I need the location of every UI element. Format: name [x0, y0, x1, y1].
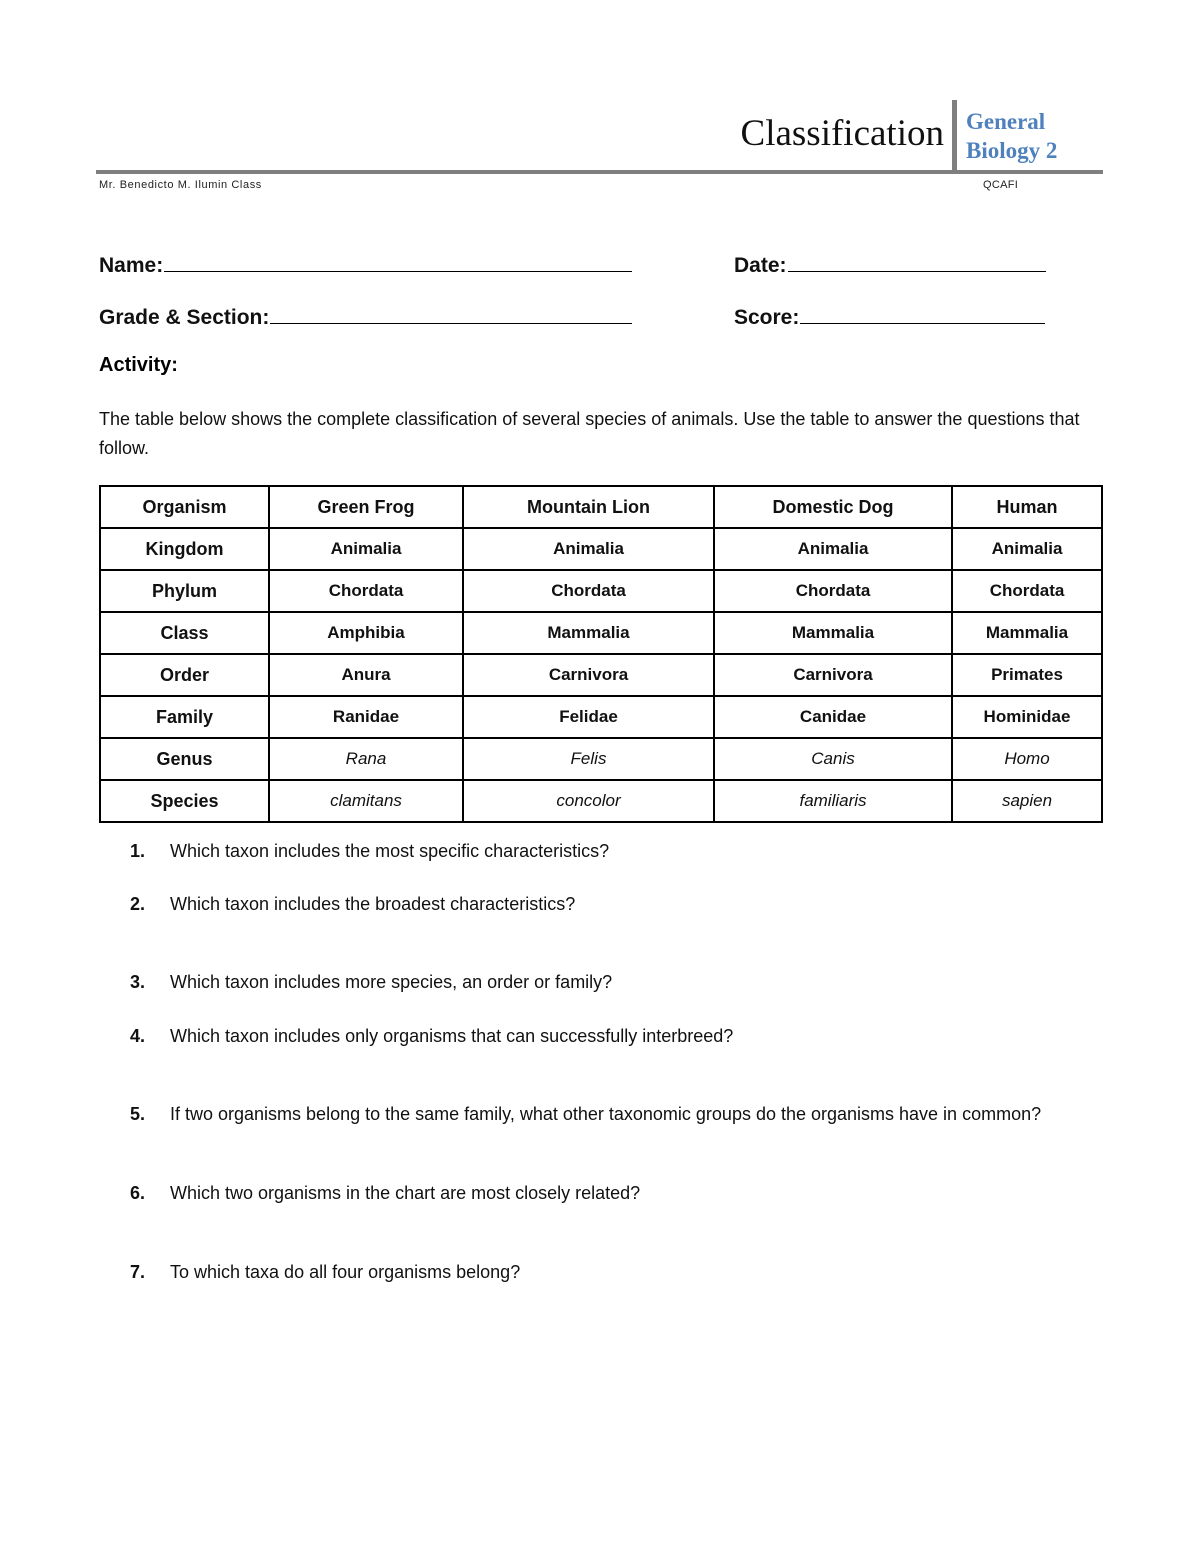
- school-code: QCAFI: [983, 179, 1019, 191]
- table-row: [100, 570, 1102, 612]
- table-header-cell: Green Frog: [269, 486, 463, 528]
- question-text: Which taxon includes only organisms that can successfully interbreed?: [170, 1026, 734, 1046]
- score-field[interactable]: [734, 301, 1045, 331]
- table-cell: sapien: [952, 780, 1102, 822]
- table-cell: Ranidae: [269, 696, 463, 738]
- question-text: If two organisms belong to the same family, what other taxonomic groups do the organisms have in common?: [170, 1104, 1042, 1124]
- name-blank[interactable]: [164, 249, 632, 272]
- table-row: [100, 654, 1102, 696]
- table-header-cell: Domestic Dog: [714, 486, 952, 528]
- table-cell: Animalia: [463, 528, 714, 570]
- subject-line-2: Biology 2: [966, 138, 1058, 163]
- activity-heading: Activity:: [99, 354, 178, 376]
- table-cell: Anura: [269, 654, 463, 696]
- table-cell: Felidae: [463, 696, 714, 738]
- table-cell: Animalia: [952, 528, 1102, 570]
- date-field[interactable]: [734, 249, 1046, 279]
- teacher-class: Mr. Benedicto M. Ilumin Class: [99, 179, 262, 191]
- score-blank[interactable]: [800, 301, 1045, 324]
- table-cell: Rana: [269, 738, 463, 780]
- table-header-cell: Human: [952, 486, 1102, 528]
- question-text: Which taxon includes the broadest characteristics?: [170, 894, 576, 914]
- table-cell: Primates: [952, 654, 1102, 696]
- grade-section-field[interactable]: [99, 301, 632, 331]
- table-cell: Animalia: [269, 528, 463, 570]
- table-cell: Canidae: [714, 696, 952, 738]
- question-text: Which taxon includes more species, an order or family?: [170, 972, 613, 992]
- row-label: Genus: [100, 738, 269, 780]
- question-number: 1.: [130, 841, 146, 861]
- classification-table: [99, 485, 1103, 823]
- table-row: [100, 780, 1102, 822]
- table-cell: Animalia: [714, 528, 952, 570]
- table-cell: Hominidae: [952, 696, 1102, 738]
- document-title: Classification: [740, 113, 944, 154]
- question-number: 4.: [130, 1026, 146, 1046]
- activity-intro: The table below shows the complete classification of several species of animals. Use the table to answer the questions that follow.: [99, 409, 1080, 458]
- table-row: [100, 612, 1102, 654]
- name-label: Name:: [99, 254, 164, 277]
- table-header-cell: Mountain Lion: [463, 486, 714, 528]
- table-cell: Carnivora: [714, 654, 952, 696]
- date-blank[interactable]: [788, 249, 1046, 272]
- table-cell: Chordata: [269, 570, 463, 612]
- table-cell: Mammalia: [952, 612, 1102, 654]
- table-cell: Chordata: [463, 570, 714, 612]
- table-cell: Homo: [952, 738, 1102, 780]
- table-row: [100, 696, 1102, 738]
- row-label: Species: [100, 780, 269, 822]
- subject-line-1: General: [966, 109, 1046, 134]
- table-row: [100, 528, 1102, 570]
- table-header-row: [100, 486, 1102, 528]
- date-label: Date:: [734, 254, 787, 277]
- header-rule: [96, 170, 1103, 174]
- row-label: Kingdom: [100, 528, 269, 570]
- table-cell: concolor: [463, 780, 714, 822]
- table-cell: Carnivora: [463, 654, 714, 696]
- row-label: Class: [100, 612, 269, 654]
- table-cell: Chordata: [714, 570, 952, 612]
- row-label: Family: [100, 696, 269, 738]
- table-cell: Mammalia: [463, 612, 714, 654]
- question-text: Which taxon includes the most specific characteristics?: [170, 841, 610, 861]
- score-label: Score:: [734, 306, 800, 329]
- header-divider: [952, 100, 957, 172]
- table-cell: familiaris: [714, 780, 952, 822]
- question-number: 5.: [130, 1104, 146, 1124]
- table-cell: clamitans: [269, 780, 463, 822]
- table-cell: Amphibia: [269, 612, 463, 654]
- table-cell: Chordata: [952, 570, 1102, 612]
- table-cell: Mammalia: [714, 612, 952, 654]
- question-number: 7.: [130, 1262, 146, 1282]
- table-cell: Felis: [463, 738, 714, 780]
- subject-name: [966, 107, 1126, 165]
- row-label: Phylum: [100, 570, 269, 612]
- question-number: 3.: [130, 972, 146, 992]
- question-text: To which taxa do all four organisms belong?: [170, 1262, 521, 1282]
- name-field[interactable]: [99, 249, 632, 279]
- grade-section-label: Grade & Section:: [99, 306, 270, 329]
- question-number: 2.: [130, 894, 146, 914]
- grade-section-blank[interactable]: [270, 301, 632, 324]
- table-cell: Canis: [714, 738, 952, 780]
- table-row: [100, 738, 1102, 780]
- question-number: 6.: [130, 1183, 146, 1203]
- row-label: Order: [100, 654, 269, 696]
- question-text: Which two organisms in the chart are most closely related?: [170, 1183, 641, 1203]
- table-header-cell: Organism: [100, 486, 269, 528]
